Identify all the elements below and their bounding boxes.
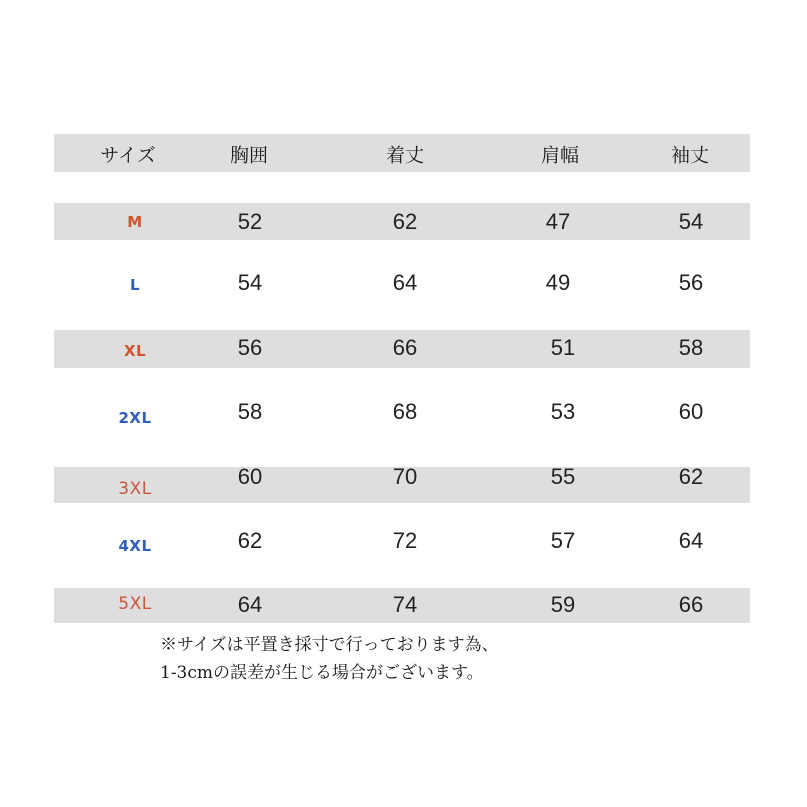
header-chest: 胸囲 [229, 144, 269, 167]
size-label-l: L [129, 276, 141, 294]
size-label-3xl: 3XL [118, 479, 152, 499]
header-sleeve: 袖丈 [670, 144, 710, 167]
shoulder-l: 49 [545, 270, 571, 295]
length-xl: 66 [392, 335, 418, 360]
header-length: 着丈 [385, 144, 425, 167]
shoulder-xl: 51 [550, 335, 576, 360]
size-label-4xl: 4XL [118, 537, 152, 555]
chest-xl: 56 [237, 335, 263, 360]
sleeve-5xl: 66 [678, 592, 704, 617]
sleeve-l: 56 [678, 270, 704, 295]
chest-3xl: 60 [237, 464, 263, 489]
chest-5xl: 64 [237, 592, 263, 617]
size-label-2xl: 2XL [118, 409, 152, 427]
sleeve-3xl: 62 [678, 464, 704, 489]
shoulder-2xl: 53 [550, 399, 576, 424]
sleeve-2xl: 60 [678, 399, 704, 424]
measurement-note-line1: ※サイズは平置き採寸で行っております為、 [160, 635, 499, 655]
shoulder-m: 47 [545, 209, 571, 234]
chest-2xl: 58 [237, 399, 263, 424]
header-shoulder: 肩幅 [540, 144, 580, 167]
chest-4xl: 62 [237, 528, 263, 553]
length-5xl: 74 [392, 592, 418, 617]
sleeve-xl: 58 [678, 335, 704, 360]
sleeve-4xl: 64 [678, 528, 704, 553]
sleeve-m: 54 [678, 209, 704, 234]
size-label-5xl: 5XL [118, 594, 152, 614]
measurement-note-line2: 1-3cmの誤差が生じる場合がございます。 [160, 663, 484, 683]
length-l: 64 [392, 270, 418, 295]
chest-l: 54 [237, 270, 263, 295]
length-4xl: 72 [392, 528, 418, 553]
header-size: サイズ [100, 144, 156, 167]
size-label-xl: XL [123, 342, 147, 360]
size-label-m: M [127, 213, 143, 231]
length-2xl: 68 [392, 399, 418, 424]
shoulder-4xl: 57 [550, 528, 576, 553]
length-3xl: 70 [392, 464, 418, 489]
shoulder-3xl: 55 [550, 464, 576, 489]
chest-m: 52 [237, 209, 263, 234]
shoulder-5xl: 59 [550, 592, 576, 617]
length-m: 62 [392, 209, 418, 234]
